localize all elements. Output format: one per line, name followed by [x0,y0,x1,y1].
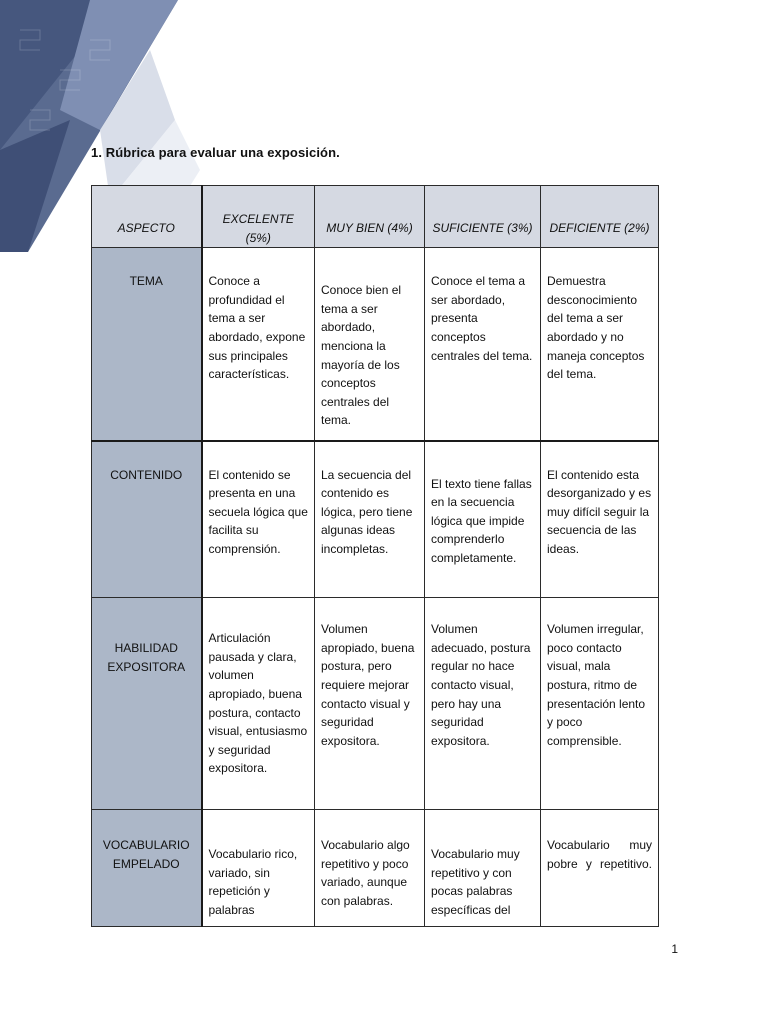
aspect-label-contenido: CONTENIDO [92,441,202,598]
table-header-row [92,186,659,248]
aspect-label-habilidad-expositora: HABILIDAD EXPOSITORA [92,598,202,810]
cell-muy-bien: Conoce bien el tema a ser abordado, menciona la mayoría de los conceptos centrales del tema. [315,248,425,441]
aspect-label-vocabulario-empelado: VOCABULARIO EMPELADO [92,810,202,927]
cell-muy-bien: La secuencia del contenido es lógica, pero tiene algunas ideas incompletas. [315,441,425,598]
cell-deficiente: Volumen irregular, poco contacto visual, mala postura, ritmo de presentación lento y poco comprensible. [541,598,659,810]
cell-suficiente: Volumen adecuado, postura regular no hace contacto visual, pero hay una seguridad expositora. [425,598,541,810]
column-header-suficiente: SUFICIENTE (3%) [425,186,541,248]
rubric-table [91,185,659,927]
cell-suficiente: Vocabulario muy repetitivo y con pocas palabras específicas del [425,810,541,927]
cell-deficiente: Demuestra desconocimiento del tema a ser abordado y no maneja conceptos del tema. [541,248,659,441]
document-title: 1. Rúbrica para evaluar una exposición. [91,145,340,160]
table-row [92,810,659,927]
column-header-aspect: ASPECTO [92,186,202,248]
column-header-deficiente: DEFICIENTE (2%) [541,186,659,248]
cell-excelente: Conoce a profundidad el tema a ser abordado, expone sus principales características. [202,248,315,441]
cell-excelente: Articulación pausada y clara, volumen apropiado, buena postura, contacto visual, entusiasmo y seguridad expositora. [202,598,315,810]
cell-deficiente: Vocabulario muy pobre y repetitivo. [541,810,659,927]
column-header-excelente: EXCELENTE (5%) [202,186,315,248]
page-number: 1 [671,942,678,956]
cell-muy-bien: Vocabulario algo repetitivo y poco variado, aunque con palabras. [315,810,425,927]
table-row [92,441,659,598]
cell-excelente: El contenido se presenta en una secuela lógica que facilita su comprensión. [202,441,315,598]
cell-suficiente: El texto tiene fallas en la secuencia lógica que impide comprenderlo completamente. [425,441,541,598]
table-row [92,598,659,810]
cell-suficiente: Conoce el tema a ser abordado, presenta conceptos centrales del tema. [425,248,541,441]
table-row [92,248,659,441]
column-header-muy-bien: MUY BIEN (4%) [315,186,425,248]
cell-muy-bien: Volumen apropiado, buena postura, pero requiere mejorar contacto visual y seguridad expositora. [315,598,425,810]
aspect-label-tema: TEMA [92,248,202,441]
cell-deficiente: El contenido esta desorganizado y es muy difícil seguir la secuencia de las ideas. [541,441,659,598]
cell-excelente: Vocabulario rico, variado, sin repetición y palabras [202,810,315,927]
